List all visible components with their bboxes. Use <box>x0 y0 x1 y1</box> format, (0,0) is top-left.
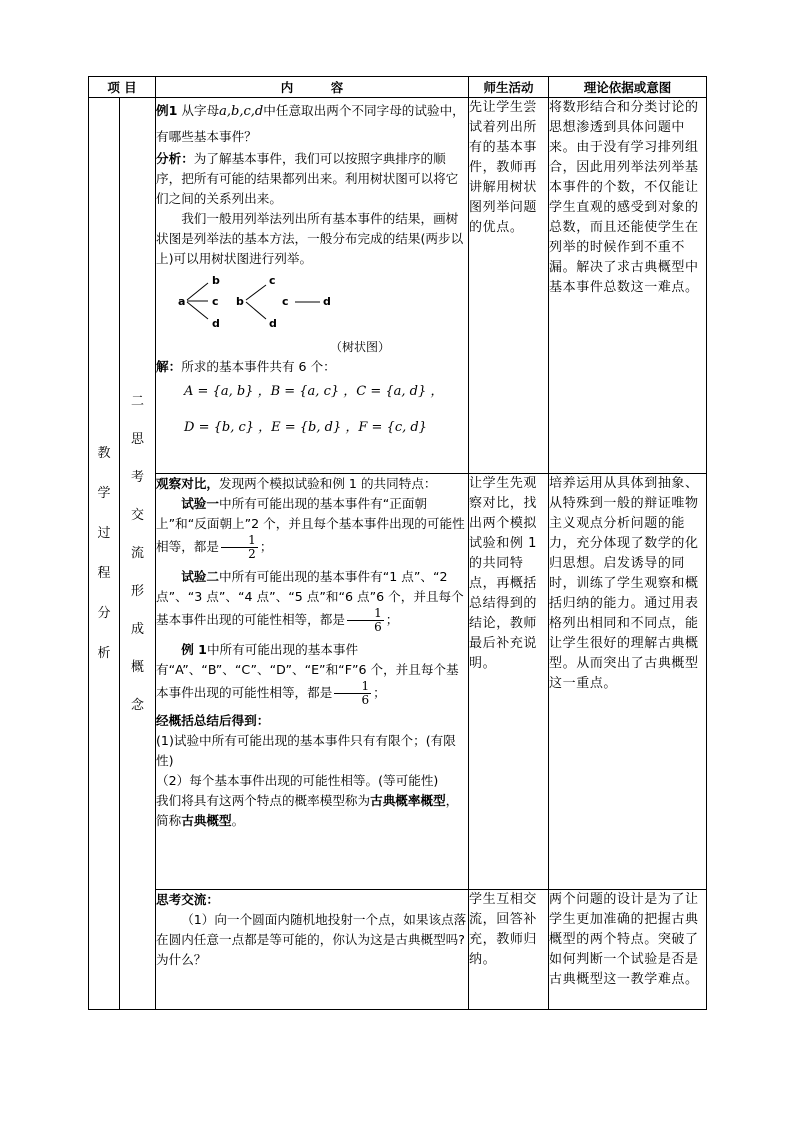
trial1-paragraph <box>156 494 468 561</box>
example1-label: 例 1 <box>181 642 207 657</box>
trial2-label: 试验二 <box>181 569 219 584</box>
vlabel-char: 思 <box>131 431 145 447</box>
vlabel-char: 考 <box>131 469 145 485</box>
vlabel-char: 流 <box>131 545 145 561</box>
solution-paragraph <box>156 357 468 377</box>
example-q-part2: 中任意取出两个不同字母的试验中，有哪些基本事件？ <box>156 103 465 144</box>
think-question-1: （1）向一个圆面内随机地投射一个点，如果该点落在圆内任意一点都是等可能的，你认为这是古典概型吗?为什么？ <box>156 912 467 967</box>
intent-1: 将数形结合和分类讨论的思想渗透到具体问题中来。由于没有学习排列组合，因此用列举法列举基本事件的个数，不仅能让学生直观的感受到对象的总数，而且还能使学生在列举的时候作到不重不漏。解决了求古典概型中基本事件总数这一难点。 <box>549 98 707 474</box>
vlabel-char: 程 <box>97 565 111 581</box>
fraction-one-sixth <box>347 607 384 634</box>
section-label <box>120 98 156 1010</box>
definition-term1: 古典概率概型 <box>370 793 446 808</box>
tree-caption: （树状图） <box>330 340 391 354</box>
fraction-denominator: 6 <box>361 693 370 707</box>
tree-node: c <box>282 295 289 308</box>
definition-term2: 古典概型 <box>181 813 232 828</box>
fraction-denominator: 2 <box>248 547 256 561</box>
trial1-text: 中所有可能出现的基本事件有“正面朝上”和“反面朝上”2 个，并且每个基本事件出现的可能性相等，都是 <box>156 496 465 554</box>
vlabel-char: 念 <box>131 697 145 713</box>
solution-label: 解： <box>156 359 182 374</box>
tree-node: b <box>212 274 220 287</box>
example1-text: 中所有可能出现的基本事件有“A”、“B”、“C”、“D”、“E”和“F”6 个，并且每个基本事件出现的可能性相等，都是 <box>156 642 459 700</box>
observe-intro <box>156 474 468 494</box>
analysis-text: 为了解基本事件，我们可以按照字典排序的顺序，把所有可能的结果都列出来。利用树状图可以将它们之间的关系列出来。 <box>156 151 459 206</box>
example-letters: a,b,c,d <box>219 104 264 119</box>
example-title: 例1 <box>156 103 178 118</box>
lesson-plan-table <box>88 76 707 1010</box>
row-think <box>89 890 707 1010</box>
definition-end: 。 <box>231 813 245 828</box>
think-label: 思考交流： <box>156 892 219 907</box>
row-observe <box>89 474 707 890</box>
header-content: 内 容 <box>156 77 469 98</box>
vlabel-char: 成 <box>131 621 145 637</box>
tree-node: c <box>212 295 219 308</box>
solution-text: 所求的基本事件共有 6 个： <box>181 359 336 374</box>
summary-item-2: （2）每个基本事件出现的可能性相等。(等可能性) <box>156 773 439 788</box>
fraction-numerator: 1 <box>347 607 384 621</box>
tree-node: d <box>323 295 331 308</box>
intent-3: 两个问题的设计是为了让学生更加准确的把握古典概型的两个特点。突破了如何判断一个试验是否是古典概型这一教学难点。 <box>549 890 707 1010</box>
activity-2: 让学生先观察对比，找出两个模拟试验和例 1 的共同特点，再概括总结得到的结论，教师最后补充说明。 <box>469 474 549 890</box>
tree-edge <box>187 283 208 300</box>
definition-part2: ，简称 <box>156 793 459 828</box>
tree-node: c <box>269 274 276 287</box>
example-q-part1: 从字母 <box>181 103 220 118</box>
events-line-2: D = {b, c} ，E = {b, d} ，F = {c, d} <box>184 420 427 435</box>
tree-node: b <box>236 295 244 308</box>
vlabel-char: 过 <box>97 525 111 541</box>
fraction-one-sixth <box>334 680 371 707</box>
content-think <box>156 890 469 1010</box>
tree-node: d <box>212 317 220 330</box>
trial2-text: 中所有可能出现的基本事件有“1 点”、“2 点”、“3 点”、“4 点”、“5 点”和“6 点”6 个，并且每个基本事件出现的可能性相等，都是 <box>156 569 464 627</box>
content-observe <box>156 474 469 890</box>
fraction-one-half <box>221 534 258 561</box>
vlabel-char: 二 <box>131 393 145 409</box>
example1-paragraph <box>156 640 468 707</box>
analysis-paragraph <box>156 149 468 209</box>
observe-text: 发现两个模拟试验和例 1 的共同特点： <box>218 476 437 491</box>
events-line-1: A = {a, b} ，B = {a, c} ，C = {a, d} ， <box>184 384 444 399</box>
trial1-label: 试验一 <box>181 496 219 511</box>
example-question <box>156 98 468 149</box>
definition-part1: 我们将具有这两个特点的概率模型称为 <box>156 793 371 808</box>
tree-edge <box>246 302 266 319</box>
tree-edge <box>246 285 266 300</box>
tree-edge <box>187 302 208 319</box>
fraction-numerator: 1 <box>221 534 258 548</box>
vlabel-char: 学 <box>97 485 111 501</box>
content-example <box>156 98 469 474</box>
analysis-label: 分析： <box>156 151 194 166</box>
header-row <box>89 77 707 98</box>
row-example <box>89 98 707 474</box>
trial2-end: ； <box>385 612 399 627</box>
example1-end: ； <box>373 685 386 700</box>
activity-3: 学生互相交流，回答补充，教师归纳。 <box>469 890 549 1010</box>
vlabel-char: 形 <box>131 583 145 599</box>
tree-node: a <box>178 295 186 308</box>
trial2-paragraph <box>156 567 468 634</box>
vlabel-char: 分 <box>97 605 111 621</box>
activity-1: 先让学生尝试着列出所有的基本事件，教师再讲解用树状图列举问题的优点。 <box>469 98 549 474</box>
vlabel-char: 析 <box>97 645 111 661</box>
summary-label: 经概括总结后得到： <box>156 713 270 728</box>
vlabel-char: 概 <box>131 659 145 675</box>
teaching-process-label <box>89 98 120 1010</box>
fraction-denominator: 6 <box>374 620 382 634</box>
trial1-end: ； <box>259 539 273 554</box>
method-paragraph: 我们一般用列举法列出所有基本事件的结果，画树状图是列举法的基本方法，一般分布完成的结果(两步以上)可以用树状图进行列举。 <box>156 211 464 266</box>
definition-paragraph <box>156 791 468 831</box>
events-list <box>156 381 468 439</box>
vlabel-char: 交 <box>131 507 145 523</box>
vlabel-char: 教 <box>97 445 111 461</box>
summary-item-1: (1)试验中所有可能出现的基本事件只有有限个；(有限性) <box>156 733 456 768</box>
header-intent: 理论依据或意图 <box>549 77 707 98</box>
tree-node: d <box>269 317 277 330</box>
intent-2: 培养运用从具体到抽象、从特殊到一般的辩证唯物主义观点分析问题的能力，充分体现了数学的化归思想。启发诱导的同时，训练了学生观察和概括归纳的能力。通过用表格列出相同和不同点，能让学生很好的理解古典概型。从而突出了古典概型这一重点。 <box>549 474 707 890</box>
observe-label: 观察对比， <box>156 476 219 491</box>
fraction-numerator: 1 <box>334 680 371 694</box>
header-item: 项 目 <box>89 77 156 98</box>
tree-diagram <box>162 271 462 337</box>
header-activity: 师生活动 <box>469 77 549 98</box>
